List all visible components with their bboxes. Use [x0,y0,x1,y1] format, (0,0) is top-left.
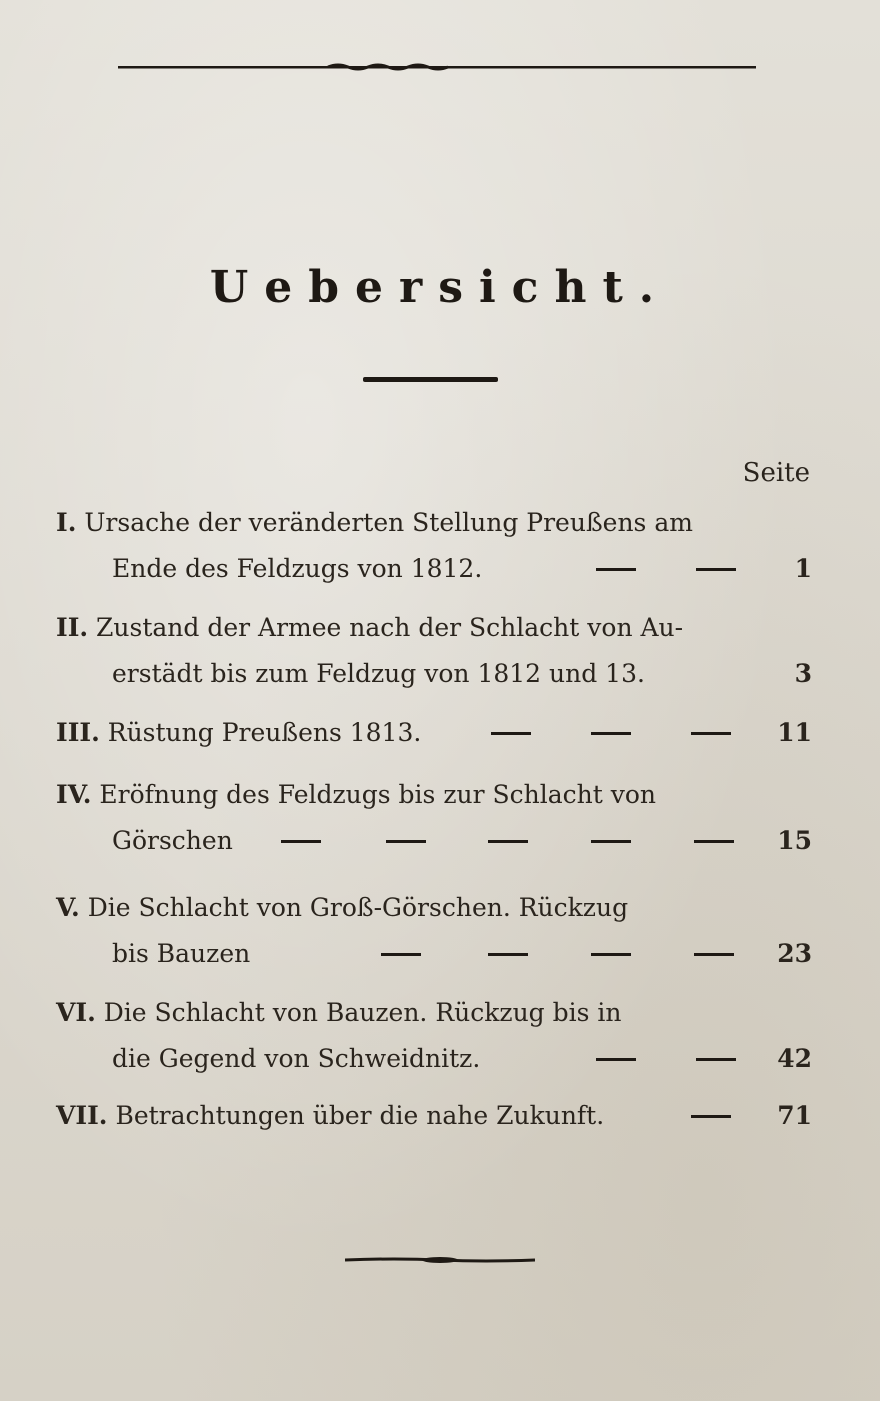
entry-text: Ende des Feldzugs von 1812. [112,554,483,583]
entry-numeral: II. [56,613,89,642]
entry-text: Betrachtungen über die nahe Zukunft. [115,1101,605,1130]
leader-dash [691,1115,731,1118]
entry-page-number: 42 [777,1044,812,1073]
entry-text: Eröfnung des Feldzugs bis zur Schlacht von [99,780,656,809]
entry-numeral: III. [56,718,100,747]
page-title: Uebersicht. [209,262,671,313]
toc-entry [56,885,816,977]
leader-dash [696,1058,736,1061]
leader-dash [694,953,734,956]
title-underline [363,377,498,382]
entry-text: bis Bauzen [112,939,251,968]
entry-page-number: 1 [794,554,812,583]
entry-text: erstädt bis zum Feldzug von 1812 und 13. [112,659,645,688]
entry-page-number: 71 [777,1101,812,1130]
entry-numeral: VI. [56,998,96,1027]
leader-dash [596,568,636,571]
entry-text: Görschen [112,826,233,855]
entry-numeral: IV. [56,780,92,809]
toc-entry [56,710,816,756]
leader-dash [694,840,734,843]
entry-page-number: 15 [777,826,812,855]
entry-page-number: 11 [777,718,812,747]
leader-dash [386,840,426,843]
page-column-heading: Seite [742,458,810,488]
leader-dash [488,840,528,843]
leader-dash [281,840,321,843]
leader-dash [691,732,731,735]
entry-text: Die Schlacht von Bauzen. Rückzug bis in [103,998,622,1027]
entry-text: Zustand der Armee nach der Schlacht von Au- [96,613,684,642]
entry-numeral: VII. [56,1101,108,1130]
leader-dash [696,568,736,571]
leader-dash [591,732,631,735]
toc-entry [56,990,816,1082]
entry-page-number: 3 [794,659,812,688]
leader-dash [591,953,631,956]
top-ornamental-rule [118,63,756,71]
entry-page-number: 23 [777,939,812,968]
toc-entry [56,500,816,592]
entry-text: die Gegend von Schweidnitz. [112,1044,481,1073]
leader-dash [488,953,528,956]
entry-text: Die Schlacht von Groß-Görschen. Rückzug [87,893,629,922]
entry-numeral: I. [56,508,77,537]
entry-text: Ursache der veränderten Stellung Preußens am [84,508,693,537]
toc-entry [56,772,816,864]
toc-entry [56,1093,816,1139]
bottom-ornamental-rule [345,1256,535,1264]
leader-dash [381,953,421,956]
leader-dash [491,732,531,735]
entry-numeral: V. [56,893,80,922]
leader-dash [591,840,631,843]
entry-text: Rüstung Preußens 1813. [107,718,422,747]
leader-dash [596,1058,636,1061]
toc-entry [56,605,816,697]
